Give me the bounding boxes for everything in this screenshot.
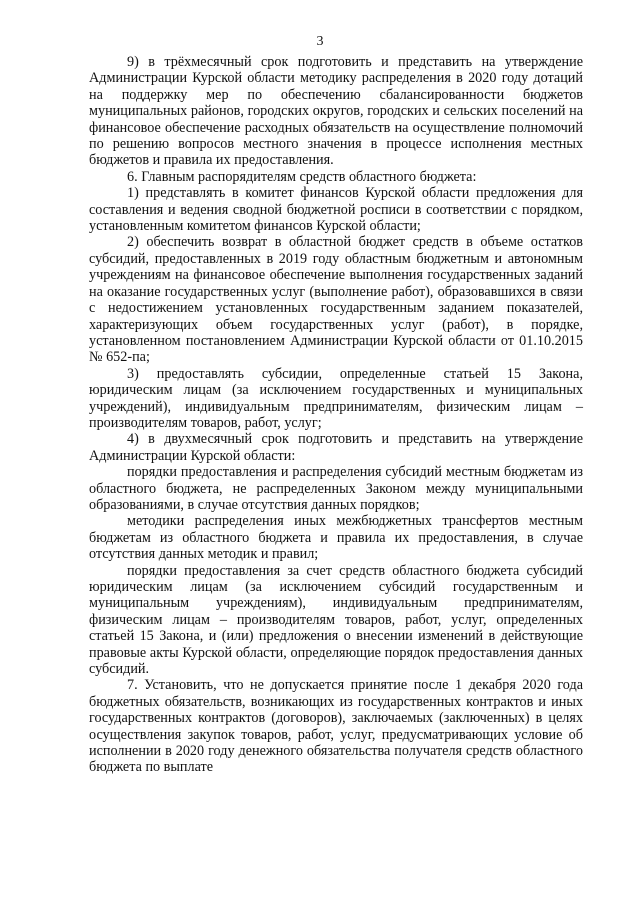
paragraph-legal-entity-subsidies: порядки предоставления за счет средств областного бюджета субсидий юридическим лицам (за исключением субсидий государственным и муниципальным учреждениям), индивидуальным предпринимателям, физическим лицам – производителям товаров, работ, услуг, определенных статьей 15 Закона, и (или) предложения о внесении изменений в действующие правовые акты Курской области, определяющие порядок предоставления данных субсидий.: [89, 562, 583, 678]
paragraph-item-3: 3) предоставлять субсидии, определенные статьей 15 Закона, юридическим лицам (за исключением государственных и муниципальных учреждений), индивидуальным предпринимателям, физическим лицам – производителям товаров, работ, услуг;: [89, 365, 583, 431]
document-body: [89, 54, 583, 776]
paragraph-item-2: 2) обеспечить возврат в областной бюджет средств в объеме остатков субсидий, предоставленных в 2019 году областным бюджетным и автономным учреждениям на финансовое обеспечение выполнения государственных заданий на оказание государственных услуг (выполнение работ), образовавшихся в связи с недостижением установленных государственным заданием показателей, характеризующих объем государственных услуг (работ), в порядке, установленном постановлением Администрации Курской области от 01.10.2015 № 652-па;: [89, 234, 583, 366]
paragraph-section-7: 7. Установить, что не допускается принятие после 1 декабря 2020 года бюджетных обязательств, возникающих из государственных контрактов и иных государственных контрактов (договоров), заключаемых (заключенных) в целях осуществления закупок товаров, работ, услуг, предусматривающих условие об исполнении в 2020 году денежного обязательства получателя средств областного бюджета по выплате: [89, 677, 583, 776]
paragraph-item-1: 1) представлять в комитет финансов Курской области предложения для составления и ведения сводной бюджетной росписи в соответствии с порядком, установленным комитетом финансов Курской области;: [89, 185, 583, 235]
paragraph-section-6: 6. Главным распорядителям средств областного бюджета:: [127, 168, 477, 185]
paragraph-item-4: 4) в двухмесячный срок подготовить и представить на утверждение Администрации Курской области:: [89, 431, 583, 464]
paragraph-item-9: 9) в трёхмесячный срок подготовить и представить на утверждение Администрации Курской области методику распределения в 2020 году дотаций на поддержку мер по обеспечению сбалансированности бюджетов муниципальных районов, городских округов, городских и сельских поселений на финансовое обеспечение расходных обязательств на осуществление полномочий по решению вопросов местного значения в процессе исполнения местных бюджетов и правила их предоставления.: [89, 54, 583, 169]
paragraph-subsidy-procedures: порядки предоставления и распределения субсидий местным бюджетам из областного бюджета, не распределенных Законом между муниципальными образованиями, в случае отсутствия данных порядков;: [89, 464, 583, 513]
page-number: 3: [316, 34, 324, 49]
paragraph-transfer-methods: методики распределения иных межбюджетных трансфертов местным бюджетам из областного бюджета и правила их предоставления, в случае отсутствия данных методик и правил;: [89, 513, 583, 563]
